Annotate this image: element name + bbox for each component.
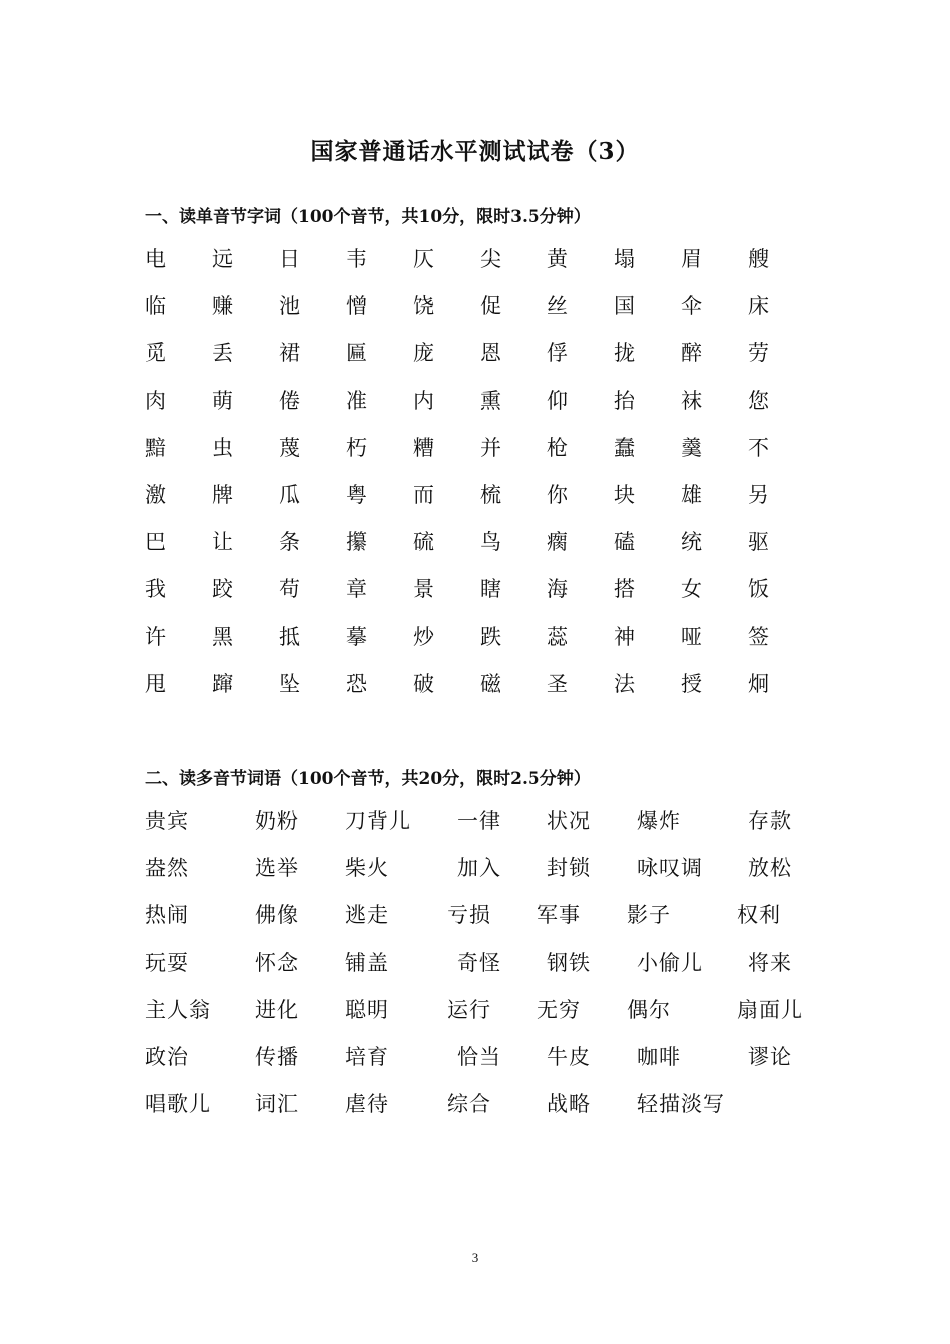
syllable-char: 临 <box>145 294 166 319</box>
syllable-char: 搭 <box>614 577 635 602</box>
word-item: 影子 <box>627 903 671 928</box>
syllable-char: 授 <box>681 671 702 696</box>
syllable-char: 眉 <box>681 247 702 271</box>
word-item: 选举 <box>255 856 299 881</box>
syllable-char: 硫 <box>413 530 434 555</box>
word-item: 逃走 <box>345 903 389 928</box>
syllable-char: 糟 <box>413 435 434 460</box>
syllable-char: 黯 <box>145 435 166 460</box>
word-item: 贵宾 <box>145 809 189 833</box>
syllable-char: 恩 <box>480 341 501 366</box>
syllable-char: 饶 <box>413 294 434 319</box>
word-item: 咖啡 <box>637 1044 681 1069</box>
word-item: 放松 <box>748 856 792 881</box>
syllable-char: 神 <box>614 624 635 649</box>
syllable-char: 你 <box>547 482 568 507</box>
syllable-char: 劳 <box>748 341 769 366</box>
syllable-char: 韦 <box>346 247 367 271</box>
syllable-char: 坠 <box>279 671 300 696</box>
syllable-char: 虫 <box>212 435 233 460</box>
syllable-char: 伞 <box>681 294 702 319</box>
syllable-char: 瞎 <box>480 577 501 602</box>
syllable-char: 床 <box>748 294 769 319</box>
page-title: 国家普通话水平测试试卷（3） <box>310 138 640 165</box>
word-item: 一律 <box>457 809 501 833</box>
word-item: 盎然 <box>145 856 189 881</box>
syllable-char: 我 <box>145 577 166 602</box>
syllable-char: 抬 <box>614 388 635 413</box>
syllable-char: 摹 <box>346 624 367 649</box>
syllable-char: 丢 <box>212 341 233 366</box>
word-item: 综合 <box>447 1092 491 1117</box>
syllable-char: 鸟 <box>480 530 501 555</box>
word-item: 怀念 <box>255 950 299 975</box>
syllable-char: 庞 <box>413 341 434 366</box>
syllable-char: 黑 <box>212 624 233 649</box>
multi-syllable-list <box>145 805 825 1135</box>
syllable-char: 蔑 <box>279 435 300 460</box>
word-item: 权利 <box>737 903 781 928</box>
syllable-char: 裙 <box>279 341 300 366</box>
syllable-char: 另 <box>748 482 769 507</box>
section2-heading: 二、读多音节词语（100个音节，共20分，限时2.5分钟） <box>145 769 591 789</box>
syllable-char: 仄 <box>413 247 434 271</box>
syllable-char: 您 <box>748 388 769 413</box>
syllable-char: 黄 <box>547 247 568 271</box>
syllable-char: 许 <box>145 624 166 649</box>
syllable-char: 块 <box>614 482 635 507</box>
syllable-char: 驱 <box>748 530 769 555</box>
syllable-char: 倦 <box>279 388 300 413</box>
syllable-char: 赚 <box>212 294 233 319</box>
syllable-char: 巴 <box>145 530 166 555</box>
syllable-char: 电 <box>145 247 166 271</box>
syllable-char: 仰 <box>547 388 568 413</box>
word-item: 铺盖 <box>345 950 389 975</box>
syllable-char: 攥 <box>346 530 367 555</box>
syllable-char: 法 <box>614 671 635 696</box>
word-item: 虐待 <box>345 1092 389 1117</box>
syllable-char: 瘸 <box>547 530 568 555</box>
word-item: 封锁 <box>547 856 591 881</box>
word-item: 培育 <box>345 1044 389 1069</box>
word-item: 无穷 <box>537 997 581 1022</box>
word-item: 状况 <box>547 809 591 833</box>
word-item: 玩耍 <box>145 950 189 975</box>
word-item: 轻描淡写 <box>637 1092 725 1117</box>
syllable-char: 粤 <box>346 482 367 507</box>
word-row <box>145 1041 825 1088</box>
word-item: 将来 <box>748 950 792 975</box>
syllable-char: 跌 <box>480 624 501 649</box>
syllable-char: 憎 <box>346 294 367 319</box>
word-item: 加入 <box>457 856 501 881</box>
syllable-char: 瓜 <box>279 482 300 507</box>
syllable-char: 炒 <box>413 624 434 649</box>
syllable-char: 哑 <box>681 624 702 649</box>
syllable-char: 促 <box>480 294 501 319</box>
word-item: 奶粉 <box>255 809 299 833</box>
word-item: 偶尔 <box>627 997 671 1022</box>
word-item: 热闹 <box>145 903 189 928</box>
syllable-char: 签 <box>748 624 769 649</box>
syllable-char: 磁 <box>480 671 501 696</box>
syllable-char: 破 <box>413 671 434 696</box>
syllable-char: 蹿 <box>212 671 233 696</box>
syllable-char: 抵 <box>279 624 300 649</box>
syllable-char: 朽 <box>346 435 367 460</box>
syllable-char: 日 <box>279 247 300 271</box>
syllable-char: 远 <box>212 247 233 271</box>
word-item: 进化 <box>255 997 299 1022</box>
word-item: 战略 <box>547 1092 591 1117</box>
word-item: 刀背儿 <box>345 809 411 833</box>
word-item: 存款 <box>748 809 792 833</box>
syllable-char: 圣 <box>547 671 568 696</box>
syllable-char: 熏 <box>480 388 501 413</box>
word-item: 柴火 <box>345 856 389 881</box>
word-item: 恰当 <box>457 1044 501 1069</box>
page-number: 3 <box>471 1250 479 1265</box>
word-item: 爆炸 <box>637 809 681 833</box>
syllable-char: 条 <box>279 530 300 555</box>
syllable-char: 萌 <box>212 388 233 413</box>
syllable-char: 国 <box>614 294 635 319</box>
syllable-char: 觅 <box>145 341 166 366</box>
syllable-char: 磕 <box>614 530 635 555</box>
syllable-char: 袜 <box>681 388 702 413</box>
word-row <box>145 947 825 994</box>
syllable-char: 苟 <box>279 577 300 602</box>
word-row <box>145 899 825 946</box>
single-syllable-grid <box>145 243 815 715</box>
syllable-char: 准 <box>346 388 367 413</box>
syllable-char: 梳 <box>480 482 501 507</box>
syllable-char: 让 <box>212 530 233 555</box>
word-item: 唱歌儿 <box>145 1092 211 1117</box>
word-item: 钢铁 <box>547 950 591 975</box>
word-item: 军事 <box>537 903 581 928</box>
syllable-char: 不 <box>748 435 769 460</box>
syllable-char: 甩 <box>145 671 166 696</box>
syllable-char: 肉 <box>145 388 166 413</box>
syllable-char: 而 <box>413 482 434 507</box>
syllable-char: 景 <box>413 577 434 602</box>
word-item: 词汇 <box>255 1092 299 1117</box>
word-item: 牛皮 <box>547 1044 591 1069</box>
word-item: 政治 <box>145 1044 189 1069</box>
word-item: 扇面儿 <box>737 997 803 1022</box>
word-item: 运行 <box>447 997 491 1022</box>
syllable-char: 雄 <box>681 482 702 507</box>
syllable-char: 匾 <box>346 341 367 366</box>
syllable-char: 海 <box>547 577 568 602</box>
syllable-char: 章 <box>346 577 367 602</box>
syllable-char: 恐 <box>346 671 367 696</box>
syllable-char: 内 <box>413 388 434 413</box>
section1-heading: 一、读单音节字词（100个音节，共10分，限时3.5分钟） <box>145 207 591 227</box>
syllable-char: 池 <box>279 294 300 319</box>
syllable-char: 蕊 <box>547 624 568 649</box>
word-row <box>145 805 825 852</box>
syllable-char: 激 <box>145 482 166 507</box>
word-row <box>145 852 825 899</box>
word-row <box>145 994 825 1041</box>
syllable-char: 艘 <box>748 247 769 271</box>
word-item: 佛像 <box>255 903 299 928</box>
word-item: 咏叹调 <box>637 856 703 881</box>
syllable-char: 蠢 <box>614 435 635 460</box>
syllable-char: 丝 <box>547 294 568 319</box>
syllable-char: 俘 <box>547 341 568 366</box>
word-item: 聪明 <box>345 997 389 1022</box>
word-item: 亏损 <box>447 903 491 928</box>
syllable-char: 牌 <box>212 482 233 507</box>
syllable-char: 拢 <box>614 341 635 366</box>
syllable-char: 醉 <box>681 341 702 366</box>
word-item: 传播 <box>255 1044 299 1069</box>
syllable-char: 女 <box>681 577 702 602</box>
syllable-char: 塌 <box>614 247 635 271</box>
syllable-char: 枪 <box>547 435 568 460</box>
syllable-char: 尖 <box>480 247 501 271</box>
word-row <box>145 1088 825 1135</box>
word-item: 谬论 <box>748 1044 792 1069</box>
syllable-char: 炯 <box>748 671 769 696</box>
word-item: 奇怪 <box>457 950 501 975</box>
syllable-char: 跤 <box>212 577 233 602</box>
syllable-char: 并 <box>480 435 501 460</box>
syllable-char: 饭 <box>748 577 769 602</box>
syllable-char: 羹 <box>681 435 702 460</box>
word-item: 主人翁 <box>145 997 211 1022</box>
syllable-char: 统 <box>681 530 702 555</box>
word-item: 小偷儿 <box>637 950 703 975</box>
